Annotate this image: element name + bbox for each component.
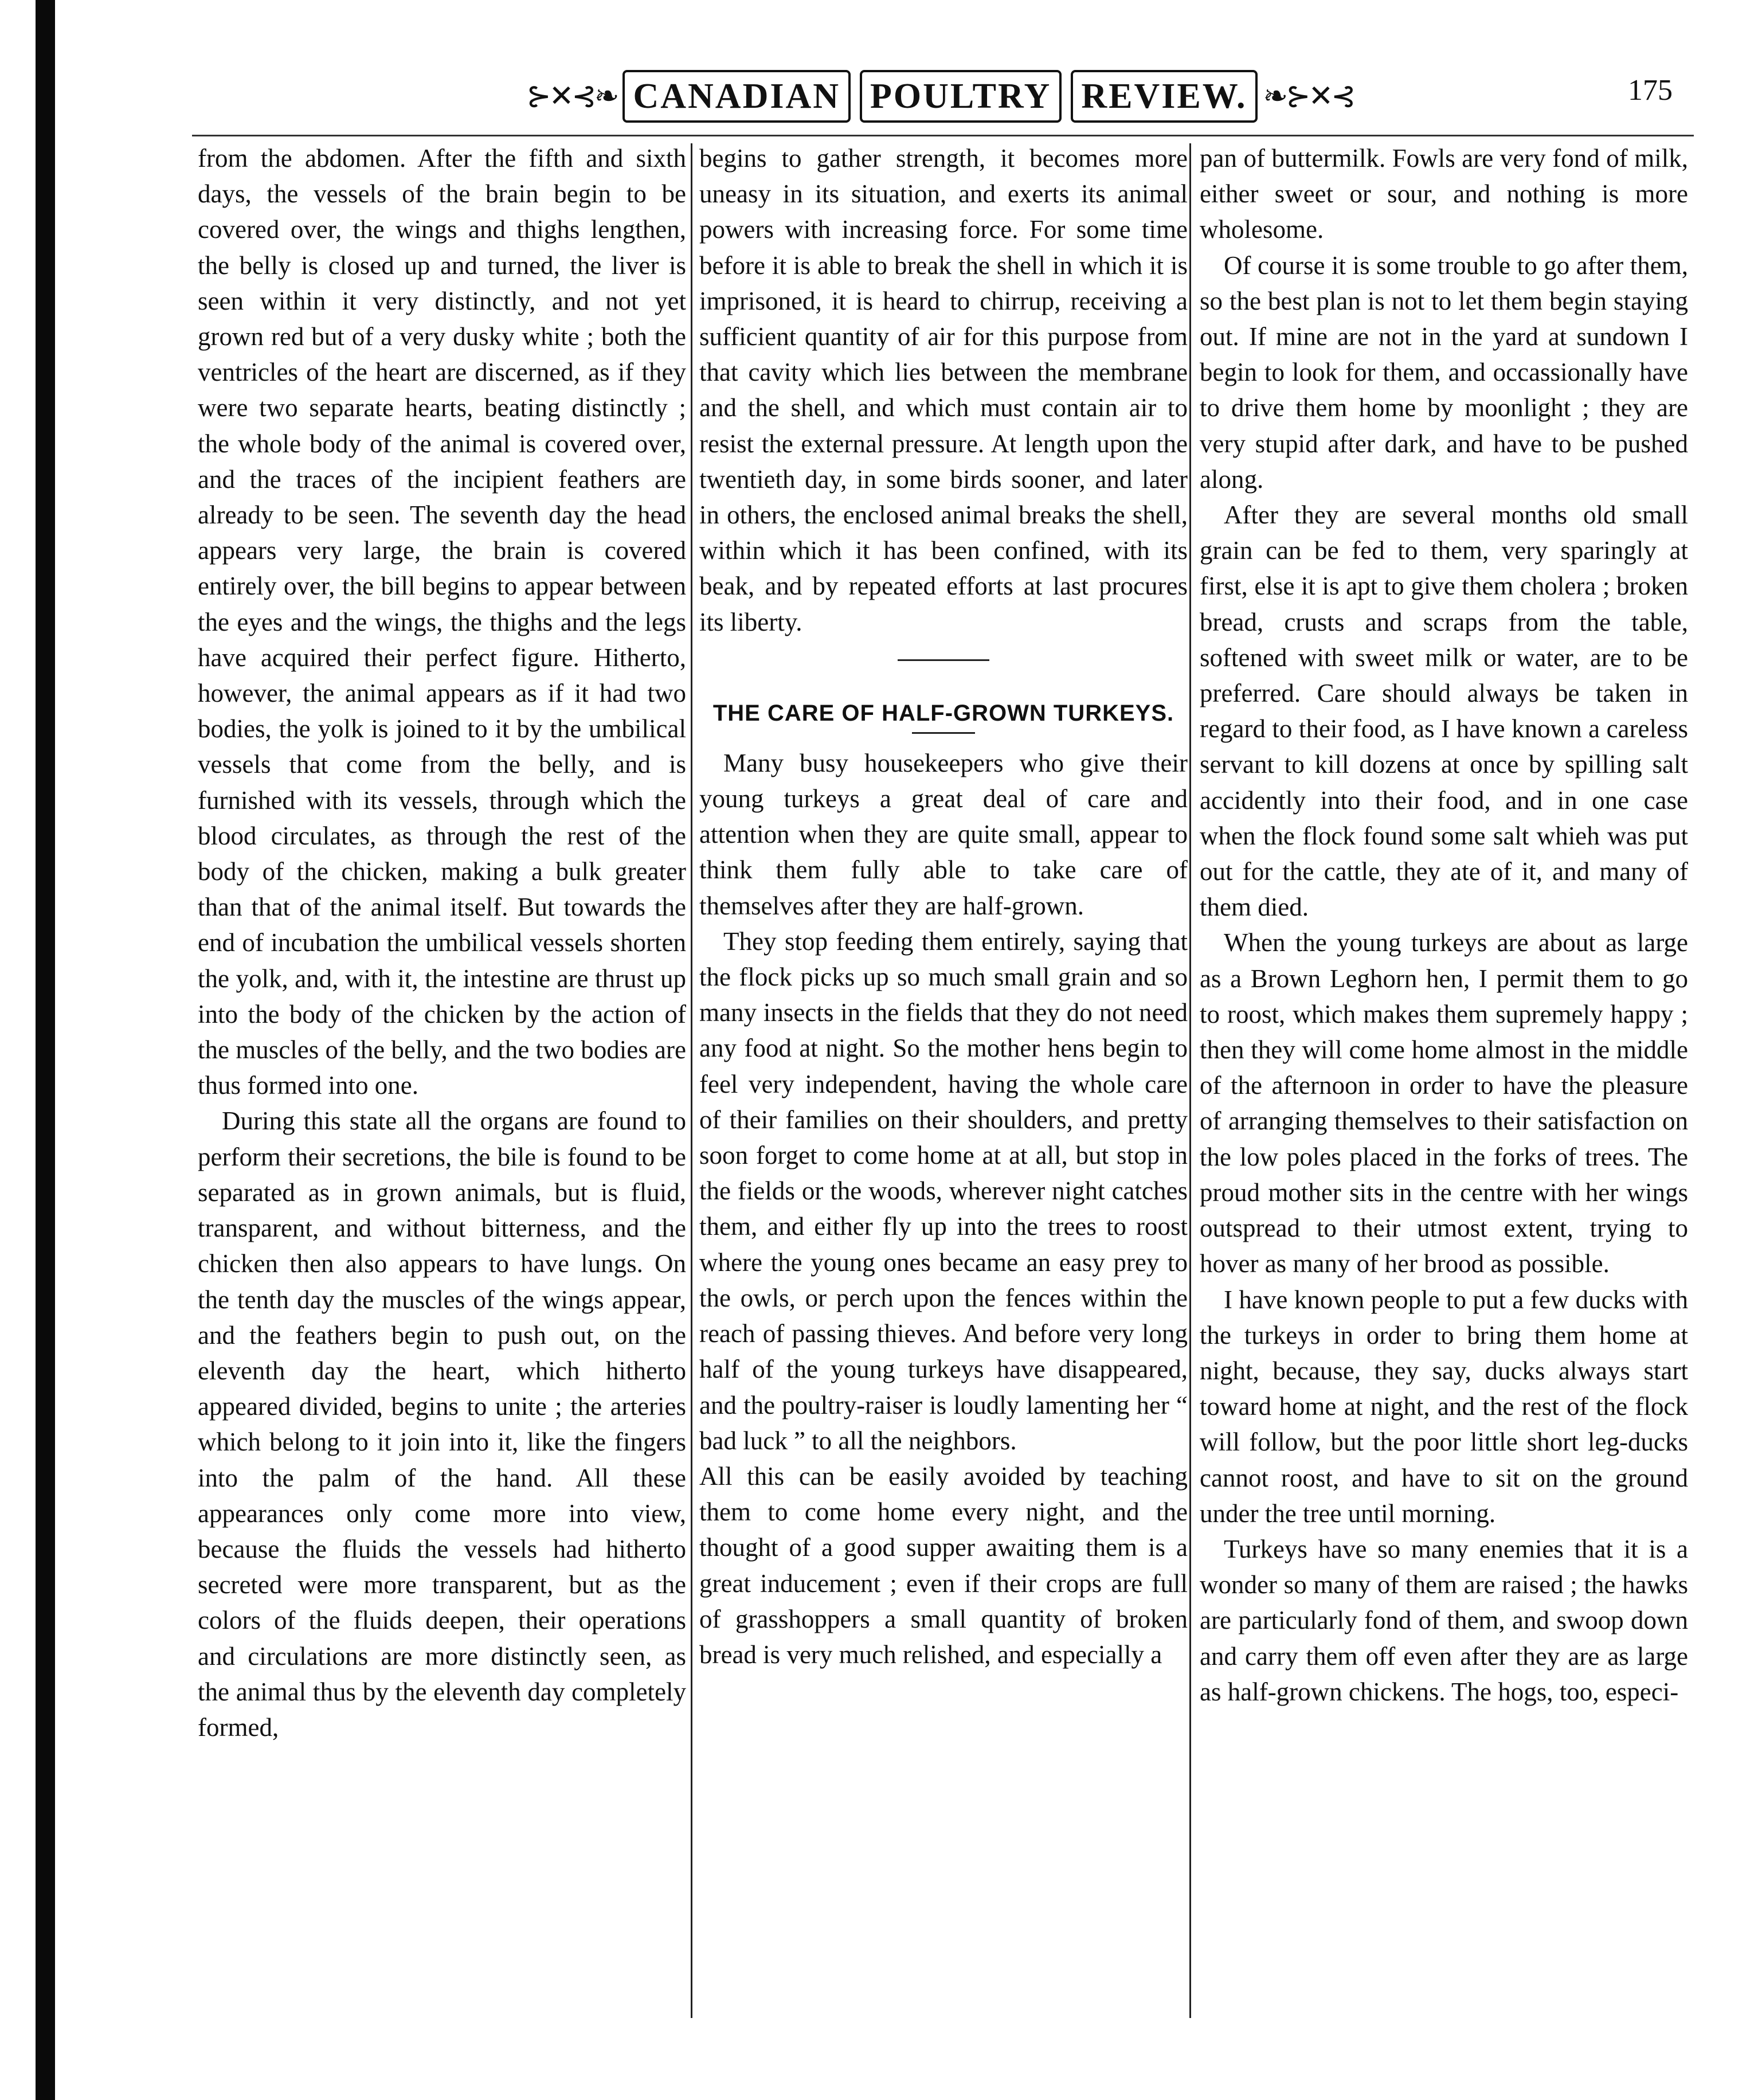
paragraph: Turkeys have so many enemies that it is a wonder so many of them are raised ; the hawks are particularly fond of them, and swoop down and carry them off even after they are as large as half-grown chickens. The hogs, too, especi-	[1200, 1534, 1688, 1706]
paragraph: When the young turkeys are about as large as a Brown Leghorn hen, I permit them to go to roost, which makes them supremely happy ; then they will come home almost in the middle of the afternoon in order to have the pleasure of arranging themselves to their satisfaction on the low poles placed in the forks of trees. The proud mother sits in the centre with her wings outspread to their utmost extent, trying to hover as many of her brood as possible.	[1200, 928, 1688, 1278]
column-divider-2	[1189, 143, 1191, 2018]
heading-underline	[912, 732, 975, 734]
paragraph: pan of buttermilk. Fowls are very fond of milk, either sweet or sour, and nothing is more wholesome.	[1200, 144, 1688, 244]
paragraph: from the abdomen. After the fifth and sixth days, the vessels of the brain begin to be covered over, the wings and thighs lengthen, the belly is closed up and turned, the liver is seen within it very distinctly, and not yet grown red but of a very dusky white ; both the ventricles of the heart are discerned, as if they were two separate hearts, beating distinctly ; the whole body of the animal is covered over, and the traces of the incipient feathers are already to be seen. The seventh day the head appears very large, the brain is covered entirely over, the bill begins to appear between the eyes and the wings, the thighs and the legs have acquired their perfect figure. Hitherto, however, the animal appears as if it had two bodies, the yolk is joined to it by the umbilical vessels that come from the belly, and is furnished with its vessels, through which the blood circulates, as through the rest of the body of the chicken, making a bulk greater than that of the animal itself. But towards the end of incubation the umbilical vessels shorten the yolk, and, with it, the intestine are thrust up into the body of the chicken by the action of the muscles of the belly, and the two bodies are thus formed into one.	[198, 144, 686, 1100]
masthead	[526, 62, 1354, 131]
column-2	[699, 140, 1188, 1672]
paragraph: All this can be easily avoided by teaching them to come home every night, and the thought of a good supper awaiting them is a great inducement ; even if their crops are full of grasshoppers a small quantity of broken bread is very much relished, and especially a	[699, 1461, 1188, 1669]
header-rule	[192, 135, 1694, 136]
paragraph: I have known people to put a few ducks with the turkeys in order to bring them home at night, because, they say, ducks always start toward home at night, and the rest of the flock will follow, but the poor little short leg-ducks cannot roost, and have to sit on the ground under the tree until morning.	[1200, 1285, 1688, 1528]
title-word-review: REVIEW.	[1071, 70, 1257, 123]
paragraph: Many busy housekeepers who give their young turkeys a great deal of care and attention when they are quite small, appear to think them fully able to take care of themselves after they are half-grown.	[699, 748, 1188, 920]
column-divider-1	[691, 143, 692, 2018]
column-3	[1200, 140, 1688, 1710]
section-separator	[898, 659, 989, 661]
paragraph: After they are several months old small grain can be fed to them, very sparingly at first, else it is apt to give them cholera ; broken bread, crusts and scraps from the table, softened with sweet milk or water, are to be preferred. Care should always be taken in regard to their food, as I have known a careless servant to kill dozens at once by spilling salt accidently into their food, and in one case when the flock found some salt whieh was put out for the cattle, they ate of it, and many of them died.	[1200, 500, 1688, 922]
page-edge-bar	[36, 0, 55, 2100]
column-1	[198, 140, 686, 1745]
paragraph: Of course it is some trouble to go after them, so the best plan is not to let them begin staying out. If mine are not in the yard at sundown I begin to look for them, and occassionally have to drive them home by moonlight ; they are very stupid after dark, and have to be pushed along.	[1200, 251, 1688, 494]
title-word-canadian: CANADIAN	[622, 70, 851, 123]
paragraph: begins to gather strength, it becomes more uneasy in its situation, and exerts its animal powers with increasing force. For some time before it is able to break the shell in which it is imprisoned, it is heard to chirrup, receiving a sufficient quantity of air for this purpose from that cavity which lies between the membrane and the shell, and which must contain air to resist the external pressure. At length upon the twentieth day, in some birds sooner, and later in others, the enclosed animal breaks the shell, within which it has been confined, with its beak, and by repeated efforts at last procures its liberty.	[699, 144, 1188, 636]
journal-title	[622, 70, 1257, 123]
paragraph: They stop feeding them entirely, saying that the flock picks up so much small grain and so many insects in the fields that they do not need any food at night. So the mother hens begin to feel very independent, having the whole care of their families on their shoulders, and pretty soon forget to come home at at all, but stop in the fields or the woods, wherever night catches them, and either fly up into the trees to roost where the young ones became an easy prey to the owls, or perch upon the fences within the reach of passing thieves. And before very long half of the young turkeys have disappeared, and the poultry-raiser is loudly lamenting her “ bad luck ” to all the neighbors.	[699, 926, 1188, 1455]
page-number: 175	[1628, 74, 1673, 107]
paragraph: During this state all the organs are found to perform their secretions, the bile is found to be separated as in grown animals, but is fluid, transparent, and without bitterness, and the chicken then also appears to have lungs. On the tenth day the muscles of the wings appear, and the feathers begin to push out, on the eleventh day the heart, which hitherto appeared divided, begins to unite ; the arteries which belong to it join into it, like the fingers into the palm of the hand. All these appearances only come more into view, because the fluids the vessels had hitherto secreted were more transparent, but as the colors of the fluids deepen, their operations and circulations are more distinctly seen, as the animal thus by the eleventh day completely formed,	[198, 1106, 686, 1742]
ornament-right: ❧⊱✕⊰	[1263, 80, 1354, 113]
ornament-left: ⊱✕⊰❧	[526, 80, 617, 113]
article-heading: THE CARE OF HALF-GROWN TURKEYS.	[712, 700, 1174, 726]
title-word-poultry: POULTRY	[860, 70, 1062, 123]
